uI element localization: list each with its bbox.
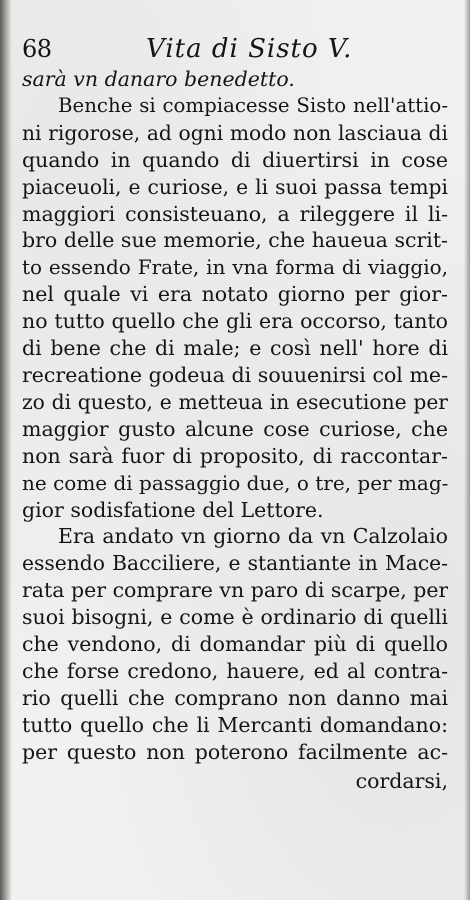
text-line: rata per comprare vn paro di scarpe, per — [22, 578, 448, 603]
catchword: cordarsi, — [355, 768, 448, 793]
text-line: tutto quello che li Mercanti domandano: — [22, 712, 448, 737]
text-line: no tutto quello che gli era occorso, tanto — [22, 309, 448, 334]
text-line: piaceuoli, e curiose, e li suoi passa tempi — [22, 174, 448, 199]
page-gutter-shadow — [0, 0, 12, 900]
text-line: di bene che di male; e così nell' hore di — [22, 336, 448, 361]
text-line: che forse credono, hauere, ed al contra- — [22, 658, 448, 683]
text-line: maggiori consisteuano, a rileggere il li- — [22, 201, 448, 226]
text-line: suoi bisogni, e come è ordinario di quelli — [22, 605, 448, 630]
body-text — [22, 66, 448, 794]
text-line: sarà vn danaro benedetto. — [22, 67, 295, 91]
text-line: non sarà fuor di proposito, di raccontar- — [22, 443, 448, 468]
text-line: che vendono, di domandar più di quello — [22, 632, 448, 657]
text-line: maggior gusto alcune cose curiose, che — [22, 416, 448, 441]
page-header — [22, 34, 442, 68]
text-line: gior sodisfatione del Lettore. — [22, 497, 324, 522]
text-line: Era andato vn giorno da vn Calzolaio — [58, 524, 448, 549]
text-line: Benche si compiacesse Sisto nell'attio- — [58, 93, 448, 117]
page-number: 68 — [22, 35, 52, 63]
text-line: quando in quando di diuertirsi in cose — [22, 147, 448, 172]
text-line: rio quelli che comprano non danno mai — [22, 685, 448, 710]
text-line: recreatione godeua di souuenirsi col me- — [22, 362, 448, 387]
text-line: essendo Bacciliere, e stantiante in Mace- — [22, 551, 448, 576]
text-line: to essendo Frate, in vna forma di viaggio, — [22, 255, 448, 280]
text-line: per questo non poterono facilmente ac- — [22, 739, 448, 764]
page-edge-shadow — [464, 0, 470, 900]
text-line: ne come di passaggio due, o tre, per mag- — [22, 470, 448, 495]
text-line: zo di questo, e metteua in esecutione per — [22, 389, 448, 414]
text-line: ni rigorose, ad ogni modo non lasciaua di — [22, 120, 448, 145]
text-line: nel quale vi era notato giorno per gior- — [22, 282, 448, 307]
running-head: Vita di Sisto V. — [146, 34, 353, 64]
text-line: bro delle sue memorie, che haueua scrit- — [22, 228, 448, 253]
